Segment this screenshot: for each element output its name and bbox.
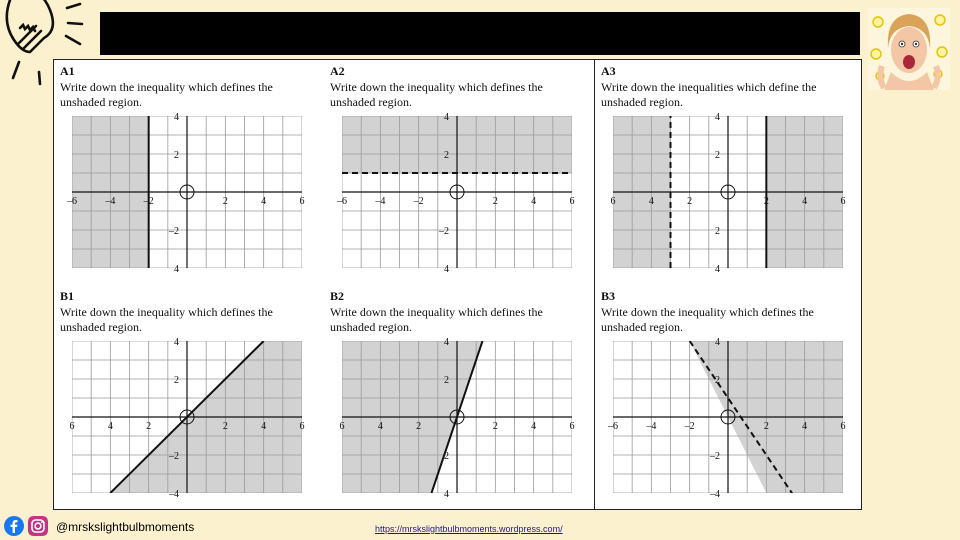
question-label: A3	[601, 64, 616, 78]
y-tick-label: 4	[715, 112, 720, 123]
y-tick-label: 4	[444, 264, 449, 275]
question-b2	[324, 285, 594, 510]
x-tick-label: 2	[222, 196, 228, 207]
question-label: B2	[330, 289, 345, 303]
question-b3	[594, 285, 864, 510]
x-tick-label: 2	[763, 196, 769, 207]
x-tick-label: –2	[684, 421, 695, 432]
x-tick-label: 6	[299, 196, 305, 207]
x-tick-label: 2	[146, 421, 152, 432]
question-label: A1	[60, 64, 75, 78]
y-tick-label: 2	[715, 150, 720, 161]
question-text: Write down the inequality which defines the unshaded region.	[60, 305, 273, 334]
graph-b3	[595, 337, 857, 505]
y-tick-label: –2	[439, 226, 449, 237]
question-text: Write down the inequalities which define the unshaded region.	[601, 80, 817, 109]
x-tick-label: –6	[337, 196, 347, 207]
instagram-icon[interactable]	[28, 516, 48, 536]
question-a2	[324, 60, 594, 285]
y-tick-label: –2	[710, 451, 720, 462]
facebook-icon[interactable]	[4, 516, 24, 536]
x-tick-label: 2	[687, 196, 693, 207]
y-tick-label: 2	[444, 375, 449, 386]
y-tick-label: 2	[715, 226, 720, 237]
y-tick-label: –2	[169, 451, 179, 462]
y-tick-label: 4	[444, 112, 449, 123]
x-tick-label: 4	[802, 196, 808, 207]
y-tick-label: 4	[715, 264, 720, 275]
x-tick-label: 6	[569, 196, 575, 207]
y-tick-label: –4	[169, 489, 179, 500]
y-tick-label: 2	[444, 150, 449, 161]
x-tick-label: 2	[416, 421, 422, 432]
x-tick-label: 6	[840, 421, 846, 432]
question-text: Write down the inequality which defines the unshaded region.	[330, 305, 543, 334]
y-tick-label: –4	[710, 489, 720, 500]
x-tick-label: 6	[299, 421, 305, 432]
x-tick-label: 6	[569, 421, 575, 432]
x-tick-label: 4	[261, 421, 267, 432]
x-tick-label: –6	[608, 421, 618, 432]
graph-a3	[595, 112, 857, 280]
x-tick-label: 2	[222, 421, 228, 432]
x-tick-label: 2	[492, 421, 498, 432]
x-tick-label: 6	[610, 196, 616, 207]
x-tick-label: –4	[646, 421, 657, 432]
blog-link[interactable]: https://mrskslightbulbmoments.wordpress.com/	[375, 524, 563, 534]
x-tick-label: 6	[69, 421, 75, 432]
y-tick-label: 4	[444, 489, 449, 500]
graph-b1	[54, 337, 316, 505]
x-tick-label: 4	[802, 421, 808, 432]
x-tick-label: 6	[840, 196, 846, 207]
y-tick-label: 4	[174, 264, 179, 275]
x-tick-label: 4	[261, 196, 267, 207]
question-a3	[594, 60, 864, 285]
y-tick-label: 4	[444, 337, 449, 348]
x-tick-label: –4	[375, 196, 386, 207]
x-tick-label: 4	[648, 196, 654, 207]
y-tick-label: 2	[174, 375, 179, 386]
graph-a1	[54, 112, 316, 280]
question-text: Write down the inequality which defines the unshaded region.	[60, 80, 273, 109]
title-bar	[100, 12, 860, 55]
x-tick-label: 4	[377, 421, 383, 432]
y-tick-label: 2	[715, 375, 720, 386]
y-tick-label: –2	[169, 226, 179, 237]
x-tick-label: 4	[531, 196, 537, 207]
worksheet	[53, 59, 862, 510]
question-label: B3	[601, 289, 616, 303]
y-tick-label: 4	[174, 112, 179, 123]
x-tick-label: –6	[67, 196, 77, 207]
question-b1	[54, 285, 324, 510]
question-text: Write down the inequality which defines the unshaded region.	[601, 305, 814, 334]
question-a1	[54, 60, 324, 285]
question-label: B1	[60, 289, 75, 303]
graph-a2	[324, 112, 586, 280]
x-tick-label: 2	[492, 196, 498, 207]
x-tick-label: 4	[531, 421, 537, 432]
y-tick-label: 2	[444, 451, 449, 462]
x-tick-label: 2	[763, 421, 769, 432]
teacher-photo	[868, 8, 950, 90]
x-tick-label: –2	[413, 196, 424, 207]
question-label: A2	[330, 64, 345, 78]
y-tick-label: 2	[174, 150, 179, 161]
x-tick-label: 6	[339, 421, 345, 432]
graph-b2	[324, 337, 586, 505]
y-tick-label: 4	[715, 337, 720, 348]
x-tick-label: 4	[107, 421, 113, 432]
x-tick-label: –2	[143, 196, 154, 207]
social-handle: @mrskslightbulbmoments	[56, 520, 195, 534]
x-tick-label: –4	[105, 196, 116, 207]
question-text: Write down the inequality which defines the unshaded region.	[330, 80, 543, 109]
y-tick-label: 4	[174, 337, 179, 348]
